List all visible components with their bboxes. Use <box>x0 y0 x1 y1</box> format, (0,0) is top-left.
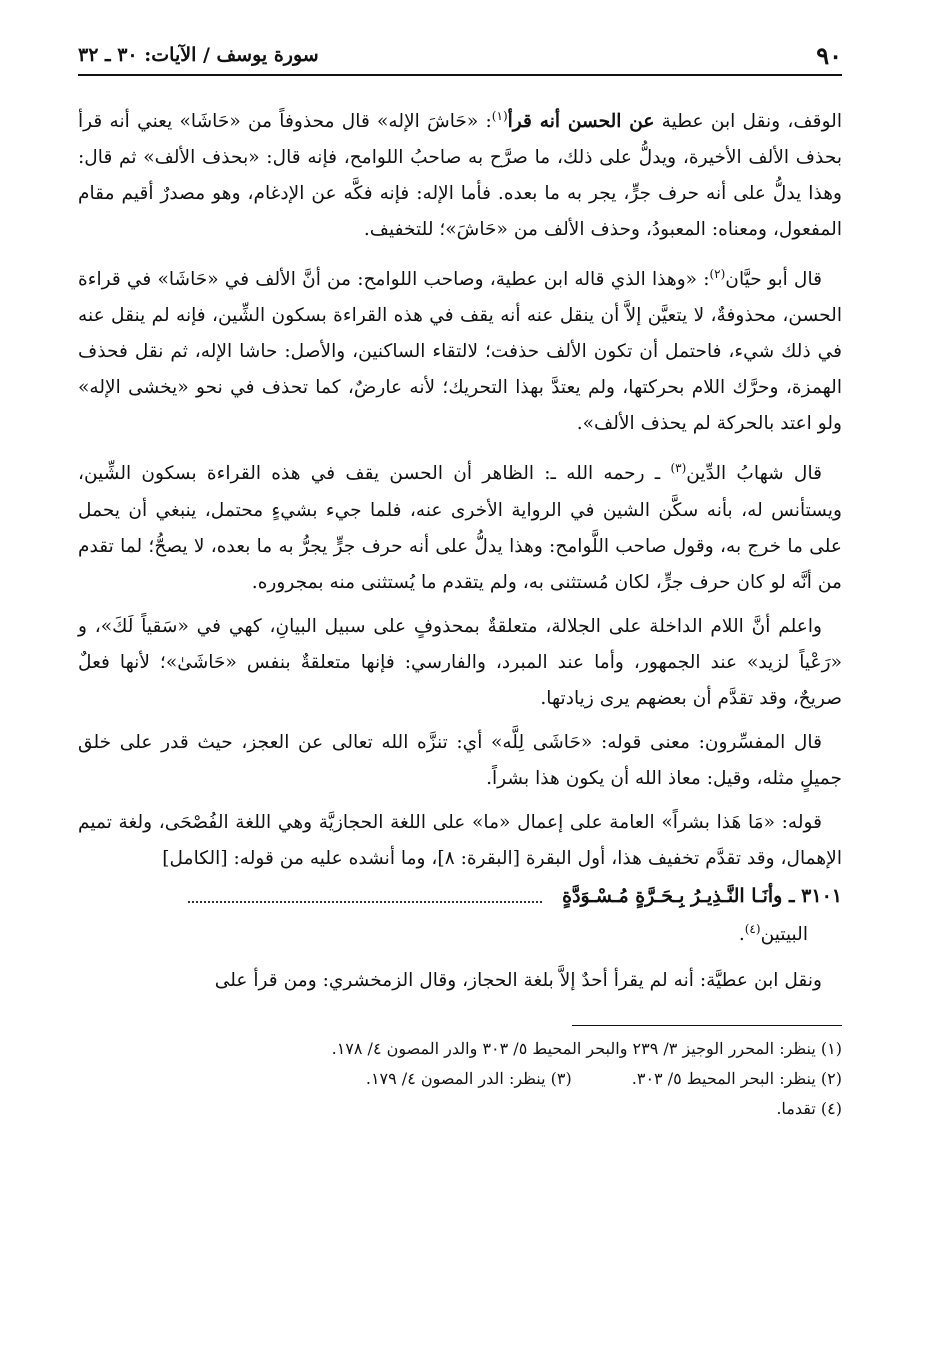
paragraph-text: قال أبو حيَّان <box>725 269 822 291</box>
page-header <box>78 36 842 76</box>
footnote-4: (٤) تقدما. <box>776 1098 842 1118</box>
footnotes <box>78 1034 842 1124</box>
paragraph <box>78 450 842 600</box>
paragraph-text: واعلم أنَّ اللام الداخلة على الجلالة، متعلقةٌ بمحذوفٍ على سبيل البيانِ، كهي في «سَقياً لَكَ»، و «رَعْياً لزيد» عند الجمهور، وأما عند المبرد، والفارسي: فإنها متعلقةٌ بنفس «حَاشَىٰ»؛ لأنها فعلٌ صريحٌ، وقد تقدَّم أن بعضهم يرى زيادتها. <box>78 615 842 709</box>
verse-hemistich: ـ وأنَـا النَّـذِيـرُ بِـحَـرَّةٍ مُـسْـوَدَّةٍ <box>562 884 795 907</box>
footnote-2: (٢) ينظر: البحر المحيط ٥/ ٣٠٣. <box>631 1068 842 1088</box>
poetry-verse <box>78 885 842 907</box>
verse-note: البيتين$^{(٤)}$. <box>738 921 808 945</box>
paragraph <box>78 98 842 248</box>
paragraph-text: قوله: «مَا هَذا بشراً» العامة على إعمال «ما» على اللغة الحجازيَّة وهي اللغة الفُصْحَى، ولغة تميم الإهمال، وقد تقدَّم تخفيف هذا، أول البقرة [البقرة: ٨]، وما أنشده عليه من قوله: [الكامل] <box>78 811 842 869</box>
chapter-title: سورة يوسف / الآيات: ٣٠ ـ ٣٢ <box>78 44 319 66</box>
footnote-ref[interactable]: (١) <box>491 109 508 123</box>
paragraph-text: : «حَاشَ الإله» قال محذوفاً من «حَاشَا» يعني أنه قرأ بحذف الألف الأخيرة، ويدلُّ على ذلك، ما صرَّح به صاحبُ اللوامح، فإنه قال: «بحذف الألف» ثم قال: وهذا يدلُّ على أنه حرف جرٍّ، يجر به ما بعده. فأما الإله: فإنه فكَّه عن الإدغام، وهو مصدرٌ أقيم مقام المفعول، ومعناه: المعبودُ، وحذف الألف من «حَاشَ»؛ للتخفيف. <box>78 111 842 241</box>
footnote-divider <box>572 1025 842 1026</box>
paragraph-text: قال المفسِّرون: معنى قوله: «حَاشَى لِلَّه» أي: تنزَّه الله تعالى عن العجز، حيث قدر على خلق جميلٍ مثله، وقيل: معاذ الله أن يكون هذا بشراً. <box>78 731 842 789</box>
footnote-3: (٣) ينظر: الدر المصون ٤/ ١٧٩. <box>365 1068 572 1088</box>
paragraph <box>78 725 842 797</box>
page-number: ٩٠ <box>816 40 842 70</box>
paragraph <box>78 963 842 999</box>
verse-line <box>562 885 842 907</box>
verse-omission-dots <box>188 889 542 903</box>
paragraph-text: : «وهذا الذي قاله ابن عطية، وصاحب اللوامح: من أنَّ الألف في «حَاشَا» في قراءة الحسن، محذوفةٌ، لا يتعيَّن إلاَّ أن ينقل عنه أنه يقف في هذه القراءة بسكون الشِّين، فإنه لم ينقل عنه في ذلك شيء، فاحتمل أن تكون الألف حذفت؛ لالتقاء الساكنين، والأصل: حاشا الإله، ثم نقل فحذف الهمزة، وحرَّك اللام بحركتها، ولم يعتدَّ بهذا التحريك؛ لأنه عارضٌ، كما تحذف في نحو «يخشى الإله» ولو اعتد بالحركة لم يحذف الألف». <box>78 269 842 435</box>
paragraph <box>78 256 842 442</box>
paragraph-text: قال شهابُ الدِّين <box>686 463 822 485</box>
bold-phrase: عن الحسن أنه قرأ <box>507 111 655 133</box>
footnote-ref[interactable]: (٣) <box>670 461 687 476</box>
paragraph-text: ونقل ابن عطيَّة: أنه لم يقرأ أحدٌ إلاَّ بلغة الحجاز، وقال الزمخشري: ومن قرأ على <box>214 969 822 991</box>
paragraph <box>78 805 842 877</box>
paragraph-text: ـ رحمه الله ـ: الظاهر أن الحسن يقف في هذه القراءة بسكون الشِّين، ويستأنس له، بأنه سكَّن الشين في الرواية الأخرى عنه، فلما جيء بشيءٍ محتمل، ينبغي أن يحمل على ما خرج به، وقول صاحب اللَّوامح: وهذا يدلُّ على أنه حرف جرٍّ يجرُّ به ما بعده، لا يصحُّ؛ لما تقدم من أنَّه لو كان حرف جرٍّ، لكان مُستثنى به، ولم يتقدم ما يُستثنى منه بمجروره. <box>78 463 842 593</box>
footnote-ref[interactable]: (٢) <box>709 267 726 282</box>
paragraph-text: الوقف، ونقل ابن عطية <box>654 111 843 133</box>
verse-number: ٣١٠١ <box>801 884 842 907</box>
paragraph <box>78 609 842 717</box>
page-body <box>78 98 842 999</box>
footnote-ref[interactable]: (٤) <box>744 921 761 936</box>
footnote-row <box>78 1064 842 1094</box>
footnote-1: (١) ينظر: المحرر الوجيز ٣/ ٢٣٩ والبحر المحيط ٥/ ٣٠٣ والدر المصون ٤/ ١٧٨. <box>331 1038 842 1058</box>
